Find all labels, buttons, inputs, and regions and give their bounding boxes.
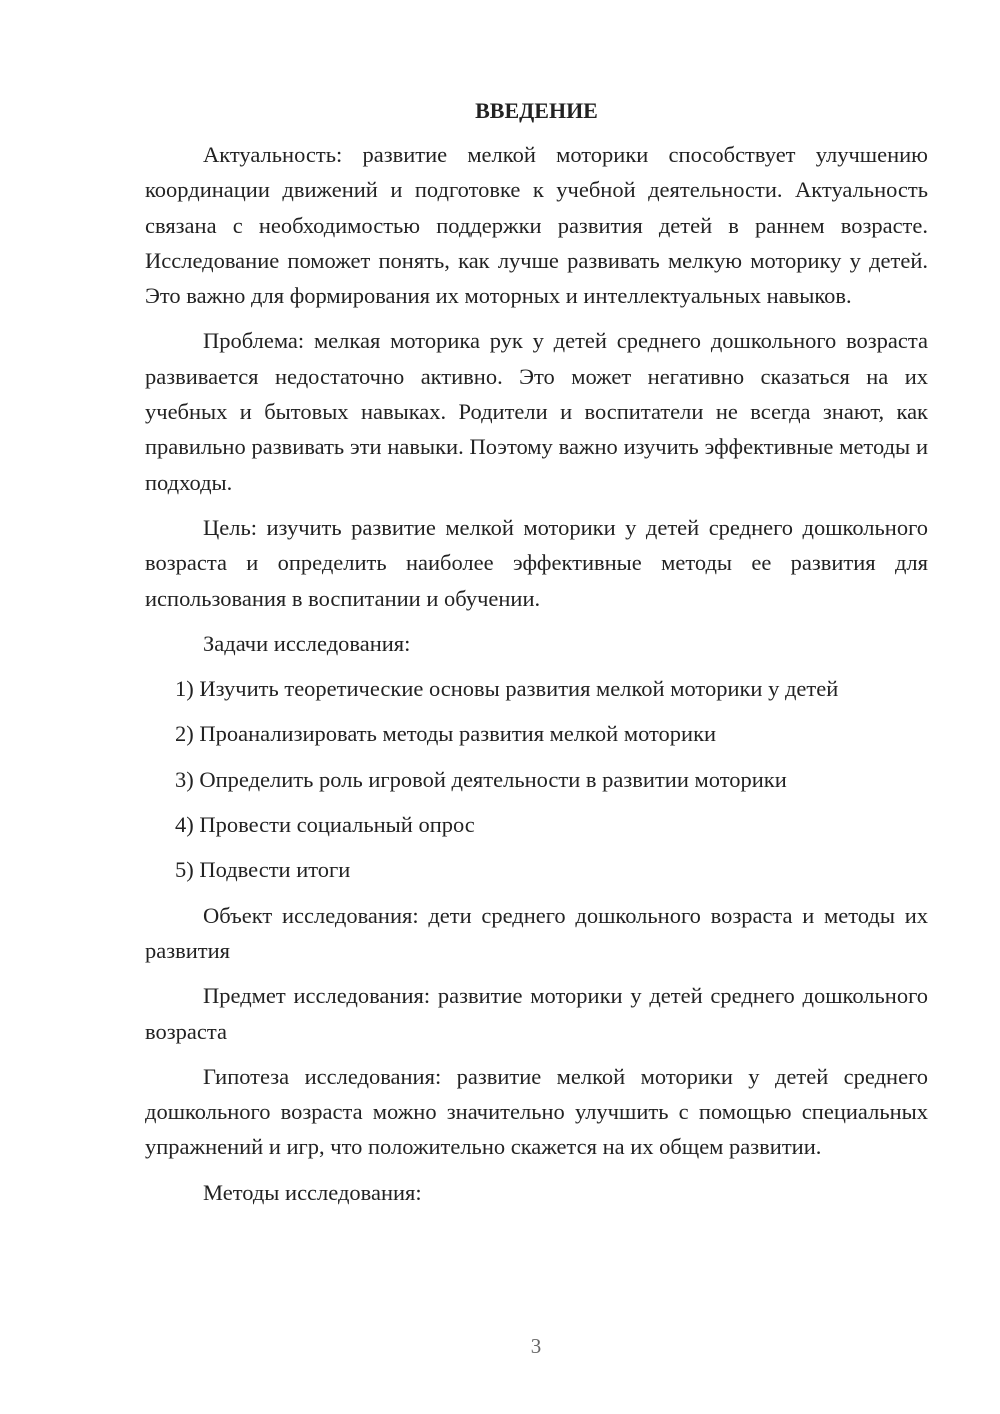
subject-paragraph: Предмет исследования: развитие моторики у детей среднего дошкольного возраста (145, 983, 928, 1044)
tasks-heading: Задачи исследования: (203, 630, 411, 656)
methods-heading: Методы исследования: (203, 1179, 422, 1205)
hypothesis-paragraph: Гипотеза исследования: развитие мелкой моторики у детей среднего дошкольного возраста можно значительно улучшить с помощью специальных упражнений и игр, что положительно скажется на их общем развитии. (145, 1063, 928, 1160)
task-item: 2) Проанализировать методы развития мелкой моторики (175, 721, 717, 747)
task-item: 4) Провести социальный опрос (175, 812, 475, 838)
problem-paragraph: Проблема: мелкая моторика рук у детей среднего дошкольного возраста развивается недостаточно активно. Это может негативно сказаться на их учебных и бытовых навыках. Родители и воспитатели не всегда знают, как правильно развивать эти навыки. Поэтому важно изучить эффективные методы и подходы. (145, 328, 928, 495)
object-paragraph: Объект исследования: дети среднего дошкольного возраста и методы их развития (145, 902, 928, 963)
relevance-paragraph: Актуальность: развитие мелкой моторики способствует улучшению координации движений и подготовке к учебной деятельности. Актуальность связана с необходимостью поддержки развития детей в раннем возрасте. Исследование поможет понять, как лучше развивать мелкую моторику у детей. Это важно для формирования их моторных и интеллектуальных навыков. (145, 142, 928, 309)
section-title: ВВЕДЕНИЕ (475, 98, 598, 123)
page-content (145, 96, 928, 1220)
task-item: 3) Определить роль игровой деятельности в развитии моторики (175, 766, 787, 792)
task-item: 1) Изучить теоретические основы развития мелкой моторики у детей (175, 676, 839, 702)
goal-paragraph: Цель: изучить развитие мелкой моторики у детей среднего дошкольного возраста и определить наиболее эффективные методы ее развития для использования в воспитании и обучении. (145, 514, 928, 611)
page-number: 3 (530, 1334, 542, 1358)
task-item: 5) Подвести итоги (175, 857, 351, 883)
